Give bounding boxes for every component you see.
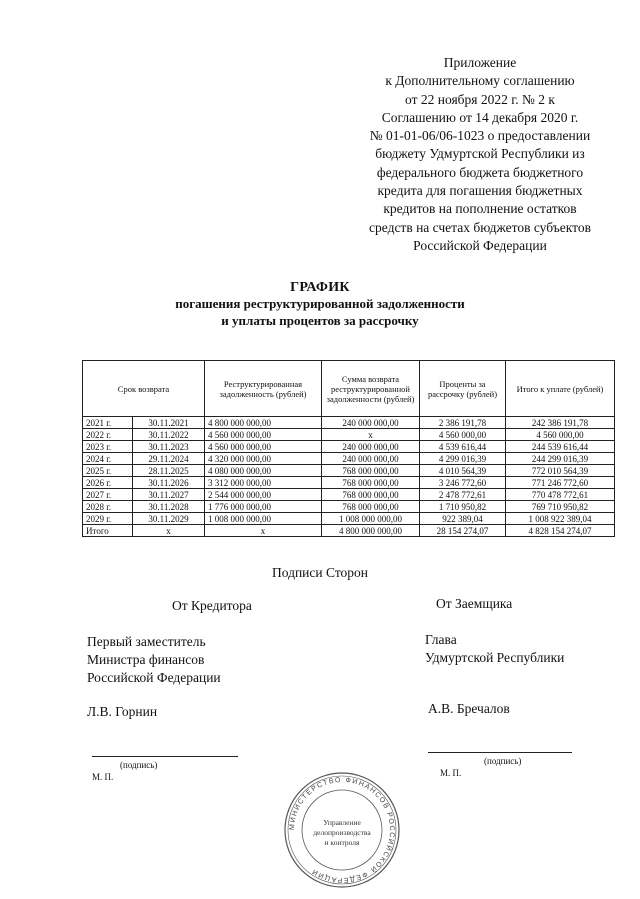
- table-header-row: [83, 361, 615, 417]
- cell-interest: 4 299 016,39: [420, 453, 506, 465]
- cell-repayment: 768 000 000,00: [322, 489, 420, 501]
- appendix-line: кредита для погашения бюджетных: [377, 183, 583, 199]
- table-row: [83, 465, 615, 477]
- cell-total-label: Итого: [83, 525, 133, 537]
- table-row: [83, 513, 615, 525]
- borrower-signature-caption: (подпись): [484, 756, 522, 766]
- appendix-line: № 01-01-06/06-1023 о предоставлении: [369, 128, 591, 144]
- cell-year: 2026 г.: [83, 477, 133, 489]
- repayment-schedule-table: [82, 360, 615, 537]
- cell-repayment: 768 000 000,00: [322, 477, 420, 489]
- cell-repayment: х: [322, 429, 420, 441]
- cell-date: 30.11.2022: [133, 429, 205, 441]
- cell-interest: 922 389,04: [420, 513, 506, 525]
- cell-debt: 4 080 000 000,00: [205, 465, 322, 477]
- table-row: [83, 441, 615, 453]
- cell-year: 2025 г.: [83, 465, 133, 477]
- cell-debt: 4 560 000 000,00: [205, 441, 322, 453]
- creditor-name: Л.В. Горнин: [87, 704, 158, 719]
- cell-repayment: 240 000 000,00: [322, 417, 420, 429]
- document-subtitle-line2: и уплаты процентов за рассрочку: [221, 313, 419, 328]
- document-subtitle-line1: погашения реструктурированной задолженности: [175, 296, 465, 311]
- cell-debt: 1 008 000 000,00: [205, 513, 322, 525]
- creditor-label: От Кредитора: [172, 598, 252, 613]
- table-total-row: [83, 525, 615, 537]
- creditor-position-line: Министра финансов: [87, 652, 205, 667]
- cell-year: 2021 г.: [83, 417, 133, 429]
- stamp-outer-text: МИНИСТЕРСТВО ФИНАНСОВ РОССИЙСКОЙ ФЕДЕРАЦИИ: [288, 776, 396, 884]
- table-row: [83, 489, 615, 501]
- table-row: [83, 429, 615, 441]
- header-term: Срок возврата: [83, 361, 205, 417]
- appendix-line: кредитов на пополнение остатков: [383, 201, 577, 217]
- cell-year: 2027 г.: [83, 489, 133, 501]
- appendix-header: [340, 54, 620, 255]
- borrower-position-line: Глава: [425, 632, 457, 647]
- cell-repayment: 768 000 000,00: [322, 465, 420, 477]
- cell-total-debt: х: [205, 525, 322, 537]
- creditor-signature-caption: (подпись): [120, 760, 158, 770]
- cell-date: 30.11.2021: [133, 417, 205, 429]
- cell-debt: 4 800 000 000,00: [205, 417, 322, 429]
- appendix-line: от 22 ноября 2022 г. № 2 к: [405, 91, 555, 107]
- cell-interest: 2 478 772,61: [420, 489, 506, 501]
- cell-interest: 1 710 950,82: [420, 501, 506, 513]
- appendix-line: Соглашению от 14 декабря 2020 г.: [381, 109, 579, 125]
- document-title: ГРАФИК: [290, 280, 350, 295]
- cell-total: 242 386 191,78: [506, 417, 615, 429]
- stamp-inner-line: Управление: [323, 818, 361, 827]
- cell-total: 1 008 922 389,04: [506, 513, 615, 525]
- borrower-position: [425, 631, 564, 667]
- cell-total-date: х: [133, 525, 205, 537]
- cell-total: 770 478 772,61: [506, 489, 615, 501]
- borrower-signature-line: [428, 752, 572, 753]
- borrower-position-line: Удмуртской Республики: [425, 650, 565, 665]
- cell-year: 2028 г.: [83, 501, 133, 513]
- stamp-inner-line: и контроля: [324, 838, 360, 847]
- cell-total: 769 710 950,82: [506, 501, 615, 513]
- cell-year: 2023 г.: [83, 441, 133, 453]
- borrower-seal-place: М. П.: [440, 768, 462, 778]
- cell-total-sum: 4 828 154 274,07: [506, 525, 615, 537]
- table-row: [83, 453, 615, 465]
- cell-total: 771 246 772,60: [506, 477, 615, 489]
- creditor-position: [87, 633, 221, 687]
- cell-debt: 4 320 000 000,00: [205, 453, 322, 465]
- table-row: [83, 477, 615, 489]
- cell-date: 30.11.2023: [133, 441, 205, 453]
- creditor-signature-line: [92, 756, 238, 757]
- creditor-seal-place: М. П.: [92, 772, 114, 782]
- cell-interest: 2 386 191,78: [420, 417, 506, 429]
- cell-debt: 4 560 000 000,00: [205, 429, 322, 441]
- appendix-line: бюджету Удмуртской Республики из: [375, 146, 585, 162]
- cell-total: 772 010 564,39: [506, 465, 615, 477]
- stamp-inner-line: делопроизводства: [313, 828, 371, 837]
- appendix-line: Приложение: [443, 55, 517, 70]
- cell-repayment: 240 000 000,00: [322, 453, 420, 465]
- cell-year: 2022 г.: [83, 429, 133, 441]
- cell-total: 244 539 616,44: [506, 441, 615, 453]
- cell-total: 4 560 000,00: [506, 429, 615, 441]
- cell-interest: 4 560 000,00: [420, 429, 506, 441]
- cell-date: 30.11.2027: [133, 489, 205, 501]
- cell-total: 244 299 016,39: [506, 453, 615, 465]
- cell-total-repayment: 4 800 000 000,00: [322, 525, 420, 537]
- header-repayment-amount: Сумма возврата реструктурированной задолженности (рублей): [322, 361, 420, 417]
- cell-debt: 3 312 000 000,00: [205, 477, 322, 489]
- table-row: [83, 417, 615, 429]
- table-row: [83, 501, 615, 513]
- creditor-position-line: Российской Федерации: [87, 670, 221, 685]
- cell-year: 2024 г.: [83, 453, 133, 465]
- cell-interest: 3 246 772,60: [420, 477, 506, 489]
- cell-debt: 2 544 000 000,00: [205, 489, 322, 501]
- cell-repayment: 768 000 000,00: [322, 501, 420, 513]
- borrower-label: От Заемщика: [436, 596, 513, 611]
- cell-date: 30.11.2028: [133, 501, 205, 513]
- official-stamp: [282, 770, 402, 890]
- appendix-line: к Дополнительному соглашению: [385, 73, 575, 89]
- cell-repayment: 240 000 000,00: [322, 441, 420, 453]
- cell-date: 30.11.2026: [133, 477, 205, 489]
- appendix-line: Российской Федерации: [413, 237, 547, 253]
- cell-debt: 1 776 000 000,00: [205, 501, 322, 513]
- cell-repayment: 1 008 000 000,00: [322, 513, 420, 525]
- cell-year: 2029 г.: [83, 513, 133, 525]
- header-restructured-debt: Реструктурированная задолженность (рублей): [205, 361, 322, 417]
- cell-date: 28.11.2025: [133, 465, 205, 477]
- cell-interest: 4 010 564,39: [420, 465, 506, 477]
- borrower-name: А.В. Бречалов: [428, 701, 510, 716]
- signatures-title: Подписи Сторон: [271, 565, 369, 580]
- appendix-line: федерального бюджета бюджетного: [376, 164, 584, 180]
- header-interest: Проценты за рассрочку (рублей): [420, 361, 506, 417]
- header-total-payable: Итого к уплате (рублей): [506, 361, 615, 417]
- cell-date: 30.11.2029: [133, 513, 205, 525]
- creditor-position-line: Первый заместитель: [87, 634, 206, 649]
- appendix-line: средств на счетах бюджетов субъектов: [369, 219, 591, 235]
- cell-total-interest: 28 154 274,07: [420, 525, 506, 537]
- cell-interest: 4 539 616,44: [420, 441, 506, 453]
- cell-date: 29.11.2024: [133, 453, 205, 465]
